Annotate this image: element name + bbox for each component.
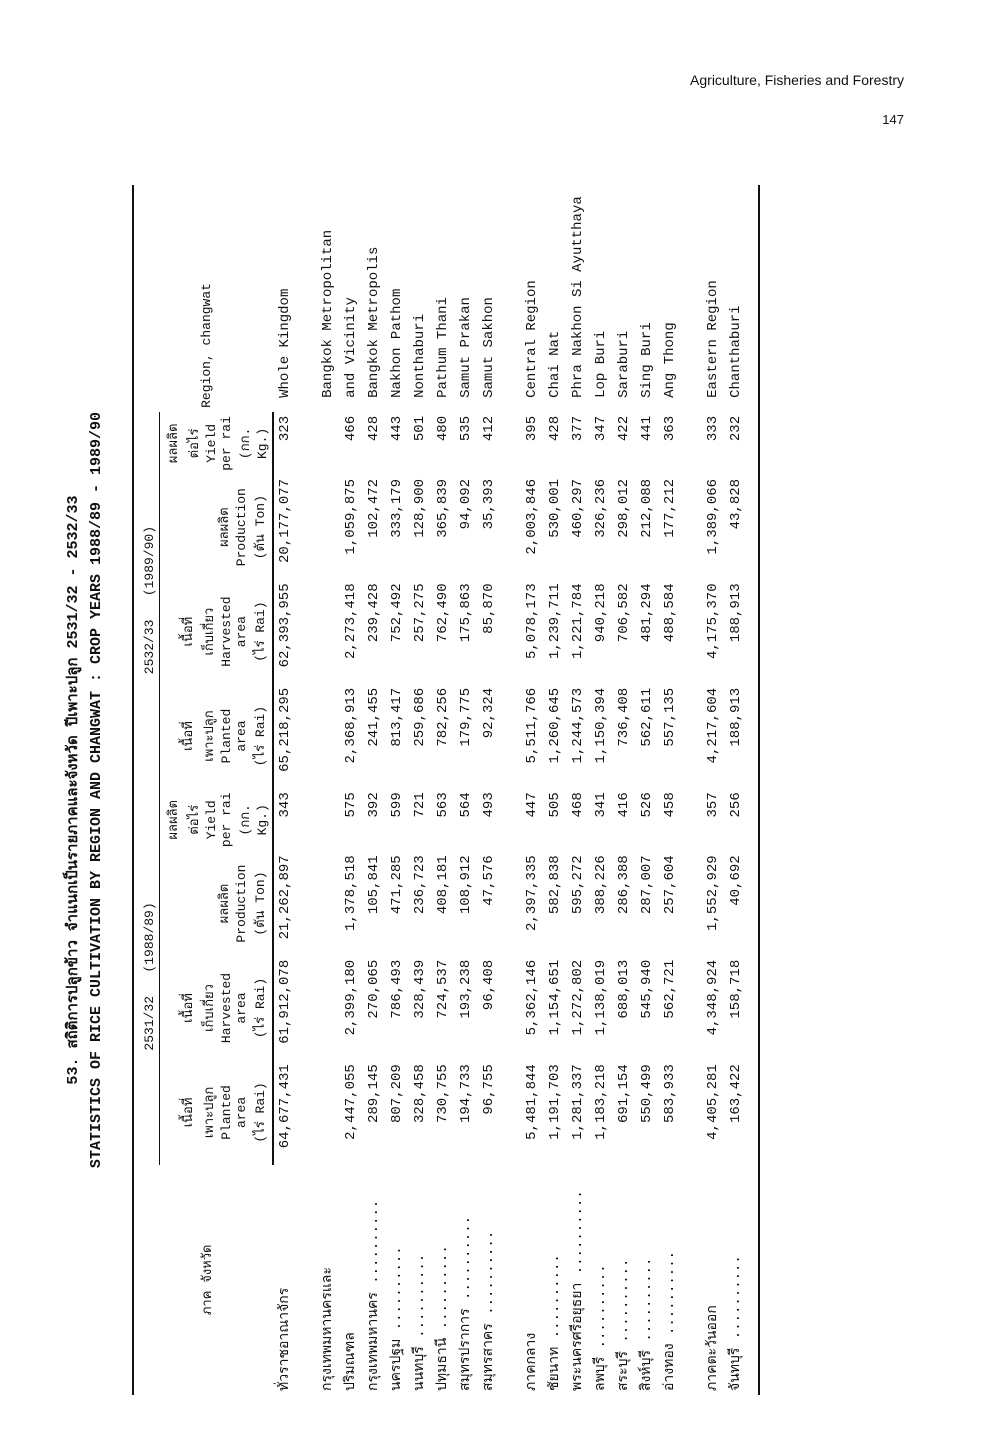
value-cell: 1,239,711	[547, 583, 563, 660]
value-cell: 96,755	[481, 1064, 497, 1115]
value-cell: 5,511,766	[524, 687, 540, 764]
header-line: เนื้อที่	[181, 1097, 196, 1128]
value-cell: 43,828	[728, 478, 744, 530]
value-cell: 1,150,394	[593, 687, 609, 764]
region-name-thai: สมุทรสาคร ..........	[481, 1230, 497, 1391]
table-row	[521, 185, 544, 1395]
value-cell: 4,348,924	[705, 959, 721, 1036]
value-cell: 40,692	[728, 855, 744, 906]
value-cell: 807,209	[389, 1064, 405, 1124]
value-cell: 408,181	[435, 855, 451, 915]
value-cell: 501	[412, 415, 428, 442]
value-cell: 721	[412, 792, 428, 818]
value-cell: 92,324	[481, 687, 497, 739]
value-cell: 447	[524, 792, 540, 818]
value-cell: 428	[547, 415, 563, 442]
value-cell: 326,236	[593, 478, 609, 538]
header-line: area	[234, 1096, 249, 1129]
header-line: ต่อไร่	[187, 804, 202, 835]
value-cell	[317, 684, 340, 788]
table-row	[590, 185, 613, 1395]
value-cell: 365,839	[435, 478, 451, 538]
header-line: (ไร่ Rai)	[253, 705, 268, 767]
value-cell: 5,078,173	[524, 583, 540, 660]
table-titles	[60, 185, 105, 1395]
value-cell: 287,007	[639, 855, 655, 915]
value-cell: 762,490	[435, 583, 451, 643]
header-line: เก็บเกี่ยว	[202, 984, 217, 1032]
value-cell	[317, 956, 340, 1060]
rotated-table-block	[60, 185, 920, 1395]
header-line: Harvested	[219, 972, 234, 1044]
header-line: (กก. Kg.)	[238, 804, 270, 836]
value-cell: 328,439	[412, 959, 428, 1019]
value-cell: 736,408	[616, 687, 632, 747]
value-cell: 105,841	[366, 855, 382, 915]
value-cell: 347	[593, 415, 609, 442]
value-cell: 782,256	[435, 687, 451, 747]
table-row	[636, 185, 659, 1395]
value-cell: 466	[343, 415, 359, 442]
value-cell: 412	[481, 415, 497, 442]
value-cell: 395	[524, 415, 540, 442]
value-cell: 257,604	[662, 855, 678, 915]
running-header	[690, 72, 904, 127]
region-name-english: Nakhon Pathom	[389, 288, 405, 398]
value-cell: 328,458	[412, 1064, 428, 1124]
value-cell: 595,272	[570, 855, 586, 915]
value-cell: 64,677,431	[277, 1064, 293, 1149]
value-cell: 2,003,846	[524, 478, 540, 555]
value-cell: 526	[639, 792, 655, 818]
value-cell: 1,138,019	[593, 959, 609, 1036]
table-row	[340, 185, 363, 1395]
year2-en: (1989/90)	[142, 525, 157, 597]
header-line: Harvested	[219, 596, 234, 667]
region-name-thai: พระนครศรีอยุธยา ..........	[570, 1190, 586, 1391]
value-cell: 564	[458, 792, 474, 818]
value-cell: 102,472	[366, 478, 382, 538]
bottom-rule	[748, 185, 759, 1395]
spacer-row	[297, 185, 317, 1395]
value-cell: 2,397,335	[524, 855, 540, 931]
header-line: (กก. Kg.)	[238, 427, 270, 460]
value-cell: 1,552,929	[705, 855, 721, 931]
value-cell: 505	[547, 792, 563, 818]
value-cell: 1,244,573	[570, 687, 586, 764]
spacer-cell	[682, 185, 702, 1395]
value-cell: 530,001	[547, 478, 563, 538]
table-body	[273, 185, 759, 1395]
header-line: ผลผลิต	[166, 423, 181, 464]
value-cell: 416	[616, 792, 632, 818]
region-name-english: Ang Thong	[662, 322, 678, 398]
year1-th: 2531/32	[142, 995, 157, 1051]
region-name-english: and Vicinity	[343, 297, 359, 398]
value-cell: 177,212	[662, 478, 678, 538]
header-line: ผลผลิต	[217, 507, 232, 547]
table-row	[567, 185, 590, 1395]
value-cell: 599	[389, 792, 405, 818]
title-english: STATISTICS OF RICE CULTIVATION BY REGION AND CHANGWAT : CROP YEARS 1988/89 - 1989/90	[88, 411, 105, 1169]
header-line: เนื้อที่	[181, 616, 196, 647]
table-row	[432, 185, 455, 1395]
header-line: per rai	[219, 792, 234, 848]
spacer-cell	[297, 185, 317, 1395]
table-row	[363, 185, 386, 1395]
value-cell: 1,059,875	[343, 478, 359, 555]
header-line: Yield	[204, 423, 219, 463]
region-name-thai: จันทบุรี ..........	[728, 1255, 744, 1391]
header-line: (ไร่ Rai)	[253, 1082, 268, 1143]
value-cell: 2,368,913	[343, 687, 359, 764]
value-cell: 2,399,180	[343, 959, 359, 1036]
value-cell: 550,499	[639, 1064, 655, 1124]
value-cell: 212,088	[639, 478, 655, 538]
spacer-row	[682, 185, 702, 1395]
value-cell: 1,154,651	[547, 959, 563, 1036]
region-name-english: Pathum Thani	[435, 297, 451, 398]
region-name-english: Chanthaburi	[728, 305, 744, 398]
value-cell: 256	[728, 792, 744, 818]
value-cell: 488,584	[662, 583, 678, 643]
table-row	[478, 185, 501, 1395]
value-cell: 128,900	[412, 478, 428, 538]
header-line: (ไร่ Rai)	[253, 977, 268, 1039]
value-cell	[317, 1060, 340, 1164]
table-row	[317, 185, 340, 1395]
value-cell: 583,933	[662, 1064, 678, 1124]
value-cell: 289,145	[366, 1064, 382, 1124]
planted-header-1	[160, 1060, 274, 1164]
value-cell: 5,481,844	[524, 1064, 540, 1140]
year2-th: 2532/33	[142, 619, 157, 675]
value-cell: 940,218	[593, 583, 609, 643]
region-name-english: Phra Nakhon Si Ayutthaya	[570, 196, 586, 398]
value-cell: 1,272,802	[570, 959, 586, 1036]
value-cell: 752,492	[389, 583, 405, 643]
title-thai: 53. สถิติการปลูกข้าว จำแนกเป็นรายภาคและจังหวัด ปีเพาะปลูก 2531/32 - 2532/33	[65, 495, 82, 1085]
region-name-english: Bangkok Metropolitan	[320, 229, 336, 398]
value-cell: 35,393	[481, 478, 497, 530]
value-cell: 21,262,897	[277, 855, 293, 940]
table-row	[455, 185, 478, 1395]
header-line: ผลผลิต	[217, 883, 232, 924]
value-cell: 1,389,066	[705, 478, 721, 555]
header-line: เนื้อที่	[181, 993, 196, 1023]
region-name-thai: ภาคตะวันออก	[705, 1305, 721, 1391]
value-cell: 545,940	[639, 959, 655, 1019]
region-name-english: Lop Buri	[593, 330, 609, 398]
table-row	[702, 185, 725, 1395]
region-name-thai: นนทบุรี ..........	[412, 1253, 428, 1391]
value-cell: 691,154	[616, 1064, 632, 1124]
value-cell: 422	[616, 415, 632, 442]
header-line: เพาะปลูก	[202, 1086, 217, 1139]
region-name-english: Samut Prakan	[458, 297, 474, 398]
bottom-rule-row	[748, 185, 759, 1395]
value-cell: 241,455	[366, 687, 382, 747]
value-cell: 175,863	[458, 583, 474, 643]
value-cell: 377	[570, 415, 586, 442]
value-cell: 286,388	[616, 855, 632, 915]
table-row	[659, 185, 682, 1395]
header-line: per rai	[219, 416, 234, 471]
header-line: เนื้อที่	[181, 721, 196, 751]
table-row	[409, 185, 432, 1395]
value-cell: 730,755	[435, 1064, 451, 1124]
production-header-2	[160, 475, 274, 579]
value-cell: 94,092	[458, 478, 474, 530]
header-line: (ตัน Ton)	[253, 495, 268, 560]
value-cell: 1,221,784	[570, 583, 586, 660]
value-cell: 257,275	[412, 583, 428, 643]
region-name-english: Saraburi	[616, 330, 632, 398]
spacer-cell	[501, 185, 521, 1395]
value-cell: 96,408	[481, 959, 497, 1011]
value-cell: 468	[570, 792, 586, 818]
value-cell: 194,733	[458, 1064, 474, 1124]
value-cell: 480	[435, 415, 451, 442]
value-cell: 158,718	[728, 959, 744, 1019]
header-line: Production	[234, 488, 249, 567]
year1-header	[133, 788, 160, 1164]
header-line: area	[234, 720, 249, 752]
value-cell: 188,913	[728, 687, 744, 747]
value-cell: 786,493	[389, 959, 405, 1019]
header-line: area	[234, 616, 249, 648]
header-line: Yield	[204, 800, 219, 840]
header-line: Planted	[219, 1085, 234, 1140]
value-cell: 259,686	[412, 687, 428, 747]
region-name-thai: ชัยนาท ..........	[547, 1254, 563, 1391]
region-name-thai: กรุงเทพมหานคร ..........	[366, 1199, 382, 1391]
page-number: 147	[882, 112, 904, 127]
value-cell: 298,012	[616, 478, 632, 538]
yield-header-1	[160, 788, 274, 851]
region-name-thai: ภาคกลาง	[524, 1332, 540, 1391]
value-cell: 20,177,077	[277, 478, 293, 563]
value-cell: 270,065	[366, 959, 382, 1019]
section-title: Agriculture, Fisheries and Forestry	[690, 72, 904, 88]
value-cell: 481,294	[639, 583, 655, 643]
planted-header-2	[160, 684, 274, 788]
table-row	[544, 185, 567, 1395]
value-cell: 563	[435, 792, 451, 818]
value-cell: 724,537	[435, 959, 451, 1019]
region-name-english: Nonthaburi	[412, 313, 428, 398]
region-name-thai: กรุงเทพมหานครและ	[320, 1267, 336, 1391]
yield-header-2	[160, 412, 274, 475]
value-cell: 562,721	[662, 959, 678, 1019]
value-cell: 1,183,218	[593, 1064, 609, 1140]
region-name-english: Whole Kingdom	[276, 288, 293, 398]
value-cell: 232	[728, 415, 744, 442]
region-name-english: Samut Sakhon	[481, 297, 497, 398]
value-cell: 557,135	[662, 687, 678, 747]
region-name-english: Eastern Region	[705, 280, 721, 398]
value-cell: 493	[481, 792, 497, 818]
spacer-row	[501, 185, 521, 1395]
header-line: Planted	[219, 708, 234, 764]
region-name-thai: ปทุมธานี ..........	[435, 1245, 451, 1391]
region-name-thai: สมุทรปราการ ..........	[458, 1215, 474, 1391]
value-cell: 1,281,337	[570, 1064, 586, 1140]
value-cell: 2,447,055	[343, 1064, 359, 1140]
value-cell: 388,226	[593, 855, 609, 915]
region-name-thai: ทั่วราชอาณาจักร	[276, 1287, 293, 1391]
value-cell: 443	[389, 415, 405, 442]
value-cell: 582,838	[547, 855, 563, 915]
value-cell: 1,260,645	[547, 687, 563, 764]
value-cell: 460,297	[570, 478, 586, 538]
value-cell: 1,191,703	[547, 1064, 563, 1140]
header-line: Production	[234, 864, 249, 943]
value-cell: 108,912	[458, 855, 474, 915]
region-name-english: Bangkok Metropolis	[366, 246, 382, 398]
header-line: (ตัน Ton)	[253, 871, 268, 936]
value-cell: 179,775	[458, 687, 474, 747]
region-name-thai: ลพบุรี ..........	[593, 1264, 609, 1391]
value-cell: 85,870	[481, 583, 497, 634]
value-cell: 4,175,370	[705, 583, 721, 660]
value-cell: 706,582	[616, 583, 632, 643]
value-cell: 236,723	[412, 855, 428, 915]
value-cell: 363	[662, 415, 678, 442]
value-cell: 47,576	[481, 855, 497, 906]
value-cell: 333,179	[389, 478, 405, 538]
table-row	[386, 185, 409, 1395]
col-region-th: ภาค จังหวัด	[200, 1244, 215, 1316]
value-cell: 575	[343, 792, 359, 818]
header-line: area	[234, 992, 249, 1024]
col-region-en: Region, changwat	[199, 283, 214, 408]
header-line: ผลผลิต	[166, 800, 181, 840]
value-cell: 1,378,518	[343, 855, 359, 931]
rice-statistics-table	[132, 185, 760, 1395]
value-cell: 688,013	[616, 959, 632, 1019]
value-cell: 333	[705, 415, 721, 442]
year2-header	[133, 412, 160, 788]
value-cell: 62,393,955	[277, 583, 293, 668]
production-header-1	[160, 851, 274, 955]
value-cell	[317, 475, 340, 579]
value-cell: 562,611	[639, 687, 655, 747]
value-cell: 392	[366, 792, 382, 818]
region-name-english: Central Region	[524, 280, 540, 398]
harvested-header-2	[160, 579, 274, 683]
value-cell: 193,238	[458, 959, 474, 1019]
value-cell: 2,273,418	[343, 583, 359, 660]
value-cell: 4,217,604	[705, 687, 721, 764]
harvested-header-1	[160, 956, 274, 1060]
year1-en: (1988/89)	[142, 902, 157, 973]
value-cell: 188,913	[728, 583, 744, 643]
header-line: เพาะปลูก	[202, 710, 217, 762]
table-row	[273, 185, 297, 1395]
value-cell: 343	[277, 792, 293, 818]
value-cell: 61,912,078	[277, 959, 293, 1044]
value-cell: 163,422	[728, 1064, 744, 1124]
region-name-thai: อ่างทอง ..........	[662, 1251, 678, 1391]
region-name-english: Chai Nat	[547, 330, 563, 398]
value-cell: 341	[593, 792, 609, 818]
region-name-thai: ปริมณฑล	[343, 1332, 359, 1391]
region-name-thai: นครปฐม ..........	[389, 1246, 405, 1391]
value-cell: 4,405,281	[705, 1064, 721, 1140]
table-row	[613, 185, 636, 1395]
value-cell: 5,362,146	[524, 959, 540, 1036]
value-cell	[317, 579, 340, 683]
region-name-english: Sing Buri	[639, 322, 655, 398]
value-cell	[317, 851, 340, 955]
value-cell: 323	[277, 415, 293, 442]
header-line: เก็บเกี่ยว	[202, 607, 217, 656]
value-cell: 239,428	[366, 583, 382, 643]
region-name-thai: สิงห์บุรี ..........	[639, 1257, 655, 1391]
value-cell: 535	[458, 415, 474, 442]
value-cell: 813,417	[389, 687, 405, 747]
value-cell	[317, 412, 340, 475]
header-line: (ไร่ Rai)	[253, 601, 268, 662]
header-row-years	[133, 185, 160, 1395]
value-cell: 458	[662, 792, 678, 818]
value-cell: 428	[366, 415, 382, 442]
header-line: ต่อไร่	[187, 428, 202, 459]
table-row	[725, 185, 748, 1395]
value-cell: 65,218,295	[277, 687, 293, 772]
region-name-thai: สระบุรี ..........	[616, 1258, 632, 1391]
value-cell: 357	[705, 792, 721, 818]
value-cell: 471,285	[389, 855, 405, 915]
value-cell: 441	[639, 415, 655, 442]
value-cell	[317, 788, 340, 851]
